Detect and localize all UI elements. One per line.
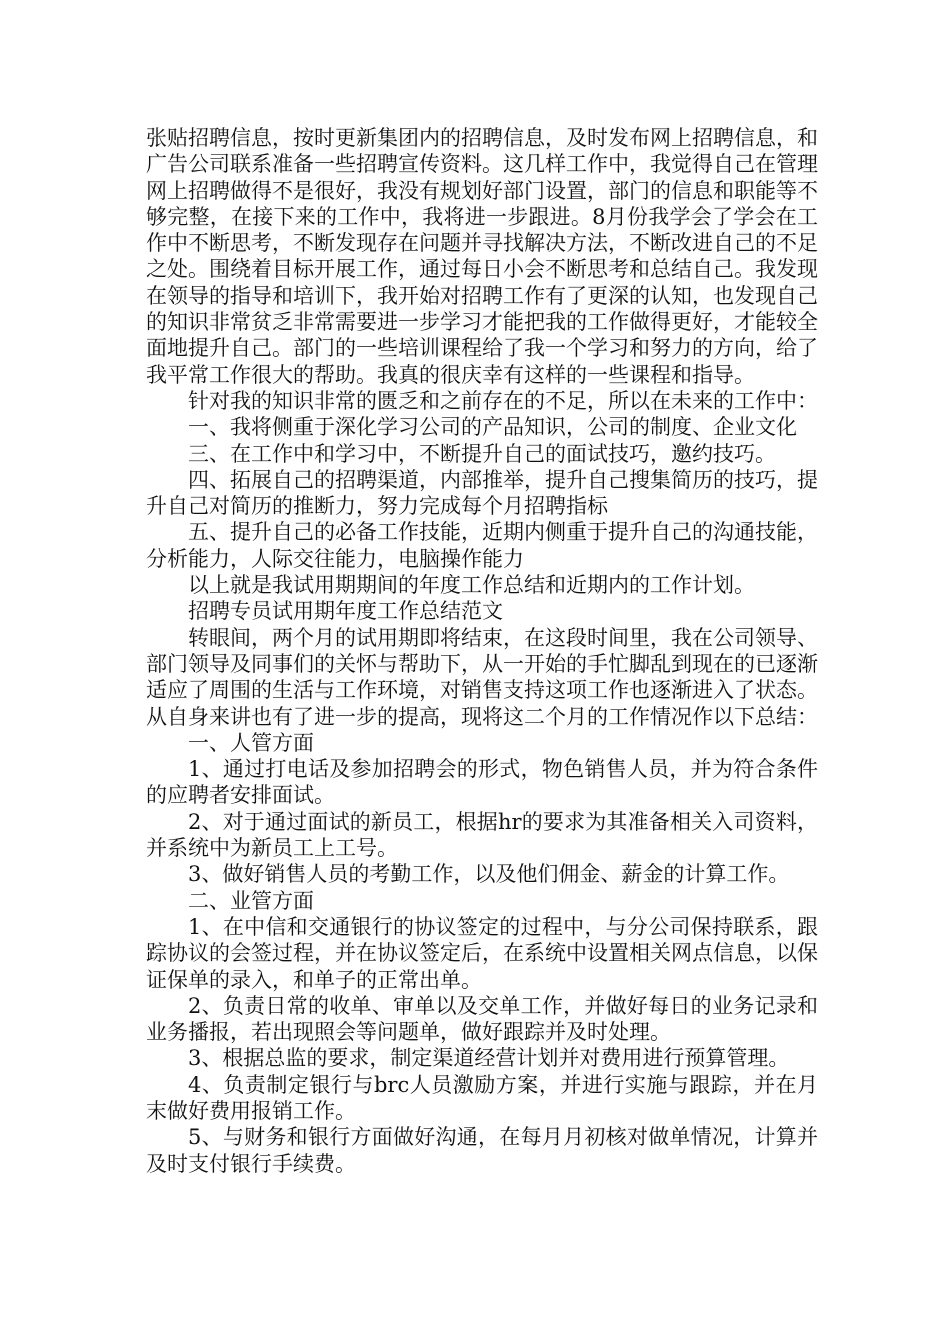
paragraph: 一、我将侧重于深化学习公司的产品知识，公司的制度、企业文化 <box>188 415 797 440</box>
list-item: 2、负责日常的收单、审单以及交单工作，并做好每日的业务记录和业务播报，若出现照会等问题单，做好跟踪并及时处理。 <box>146 993 818 1045</box>
paragraph: 以上就是我试用期期间的年度工作总结和近期内的工作计划。 <box>188 573 755 598</box>
paragraph: 转眼间，两个月的试用期即将结束，在这段时间里，我在公司领导、部门领导及同事们的关怀与帮助下，从一开始的手忙脚乱到现在的已逐渐适应了周围的生活与工作环境，对销售支持这项工作也逐渐进入了状态。从自身来讲也有了进一步的提高，现将这二个月的工作情况作以下总结： <box>146 625 818 729</box>
section-heading: 二、业管方面 <box>188 888 314 913</box>
paragraph: 五、提升自己的必备工作技能，近期内侧重于提升自己的沟通技能，分析能力，人际交往能力，电脑操作能力 <box>146 520 818 571</box>
list-item: 3、做好销售人员的考勤工作，以及他们佣金、薪金的计算工作。 <box>188 862 790 887</box>
paragraph: 四、拓展自己的招聘渠道，内部推举，提升自己搜集简历的技巧，提升自己对简历的推断力，努力完成每个月招聘指标 <box>146 467 818 519</box>
list-item: 5、与财务和银行方面做好沟通，在每月月初核对做单情况，计算并及时支付银行手续费。 <box>146 1125 818 1176</box>
document-body <box>146 125 818 1177</box>
section-heading: 招聘专员试用期年度工作总结范文 <box>188 599 503 624</box>
paragraph: 针对我的知识非常的匮乏和之前存在的不足，所以在未来的工作中： <box>188 388 818 413</box>
list-item: 4、负责制定银行与brc人员激励方案，并进行实施与跟踪，并在月末做好费用报销工作。 <box>146 1072 818 1123</box>
list-item: 1、在中信和交通银行的协议签定的过程中，与分公司保持联系，跟踪协议的会签过程，并在协议签定后，在系统中设置相关网点信息，以保证保单的录入，和单子的正常出单。 <box>146 914 818 992</box>
list-item: 1、通过打电话及参加招聘会的形式，物色销售人员，并为符合条件的应聘者安排面试。 <box>146 757 818 808</box>
list-item: 2、对于通过面试的新员工，根据hr的要求为其准备相关入司资料，并系统中为新员工上工号。 <box>146 809 818 861</box>
list-item: 3、根据总监的要求，制定渠道经营计划并对费用进行预算管理。 <box>188 1046 790 1071</box>
section-heading: 一、人管方面 <box>188 730 314 755</box>
paragraph: 张贴招聘信息，按时更新集团内的招聘信息，及时发布网上招聘信息，和广告公司联系准备一些招聘宣传资料。这几样工作中，我觉得自己在管理网上招聘做得不是很好，我没有规划好部门设置，部门的信息和职能等不够完整，在接下来的工作中，我将进一步跟进。8月份我学会了学会在工作中不断思考，不断发现存在问题并寻找解决方法，不断改进自己的不足之处。围绕着目标开展工作，通过每日小会不断思考和总结自己。我发现在领导的指导和培训下，我开始对招聘工作有了更深的认知，也发现自己的知识非常贫乏非常需要进一步学习才能把我的工作做得更好，才能较全面地提升自己。部门的一些培训课程给了我一个学习和努力的方向，给了我平常工作很大的帮助。我真的很庆幸有这样的一些课程和指导。 <box>146 126 818 387</box>
paragraph: 三、在工作中和学习中，不断提升自己的面试技巧，邀约技巧。 <box>188 441 776 466</box>
